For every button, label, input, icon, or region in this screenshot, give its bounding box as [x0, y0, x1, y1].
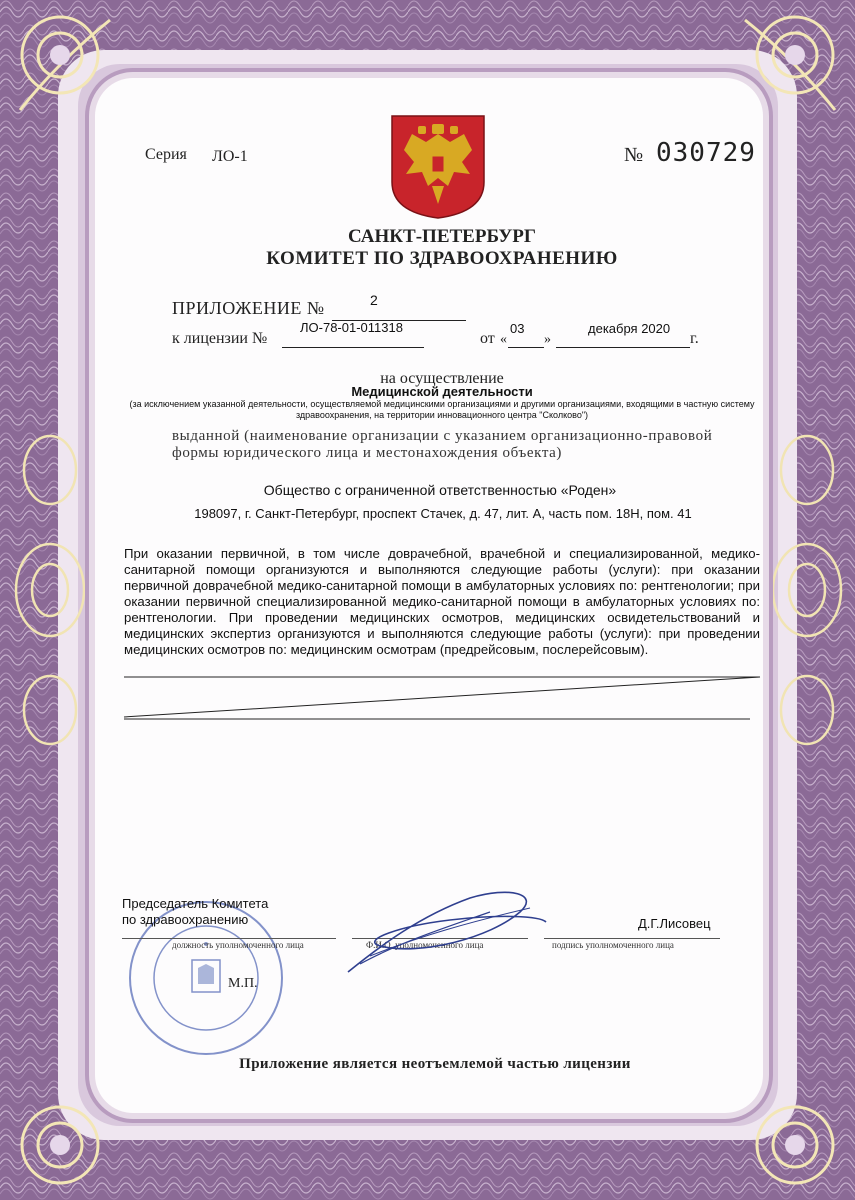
footer-note: Приложение является неотъемлемой частью лицензии [239, 1056, 631, 1072]
signer-name: Д.Г.Лисовец [638, 916, 711, 931]
from-label: от [480, 330, 495, 347]
organization-name: Общество с ограниченной ответственностью «Роден» [263, 482, 617, 498]
activity-note: (за исключением указанной деятельности, осуществляемой медицинскими организациями и другими организациями, входящими в частную систему здравоохранения, на территории инновационного центра "Сколково") [129, 399, 755, 420]
document-number: 030729 [656, 138, 756, 168]
side-ornament-icon [8, 420, 92, 760]
quote-close: » [544, 332, 551, 347]
activity-label: на осуществление [380, 370, 504, 387]
quote-open: « [500, 332, 507, 347]
license-month-year: декабря 2020 [588, 321, 671, 336]
title-city: САНКТ-ПЕТЕРБУРГ [348, 226, 536, 247]
title-committee: КОМИТЕТ ПО ЗДРАВООХРАНЕНИЮ [266, 248, 618, 269]
mp-label: М.П. [228, 976, 258, 991]
year-suffix: г. [690, 330, 699, 347]
side-ornament-icon [765, 420, 849, 760]
handwritten-signature-icon [340, 886, 560, 982]
series-label: Серия [145, 146, 187, 163]
fio-caption: Ф.И.О. уполномоченного лица [366, 940, 484, 950]
signer-position-line2: по здравоохранению [122, 912, 249, 927]
activity-name: Медицинской деятельности [351, 384, 533, 399]
position-caption: должность уполномоченного лица [172, 940, 304, 950]
sign-caption: подпись уполномоченного лица [552, 940, 674, 950]
works-description: При оказании первичной, в том числе доврачебной, врачебной и специализированной, медико-санитарной помощи организуются и выполняются следующие работы (услуги): при оказании первичной доврачебной медико-санитарной помощи в амбулаторных условиях по: рентгенологии; при оказании первичной специализированной медико-санитарной помощи в амбулаторных условиях по: рентгенологии. При проведении медицинских осмотров, медицинских освидетельствований и медицинских экспертиз организуются и выполняются следующие работы (услуги): при проведении медицинских осмотров по: медицинским осмотрам (предрейсовым, послерейсовым). [124, 546, 760, 657]
number-label: № [624, 144, 644, 166]
series-value: ЛО-1 [212, 148, 248, 165]
license-label: к лицензии № [172, 330, 268, 347]
license-number: ЛО-78-01-011318 [300, 320, 403, 335]
appendix-number: 2 [370, 292, 378, 308]
organization-address: 198097, г. Санкт-Петербург, проспект Стачек, д. 47, лит. А, часть пом. 18Н, пом. 41 [194, 506, 692, 521]
coat-of-arms-icon [388, 112, 488, 220]
license-day: 03 [510, 321, 525, 336]
issued-description: выданной (наименование организации с указанием организационно-правовой формы юридического лица и местонахождения объекта) [172, 428, 713, 461]
appendix-label: ПРИЛОЖЕНИЕ № [172, 298, 325, 318]
strike-lines [120, 672, 770, 728]
signer-position-line1: Председатель Комитета [122, 896, 269, 911]
